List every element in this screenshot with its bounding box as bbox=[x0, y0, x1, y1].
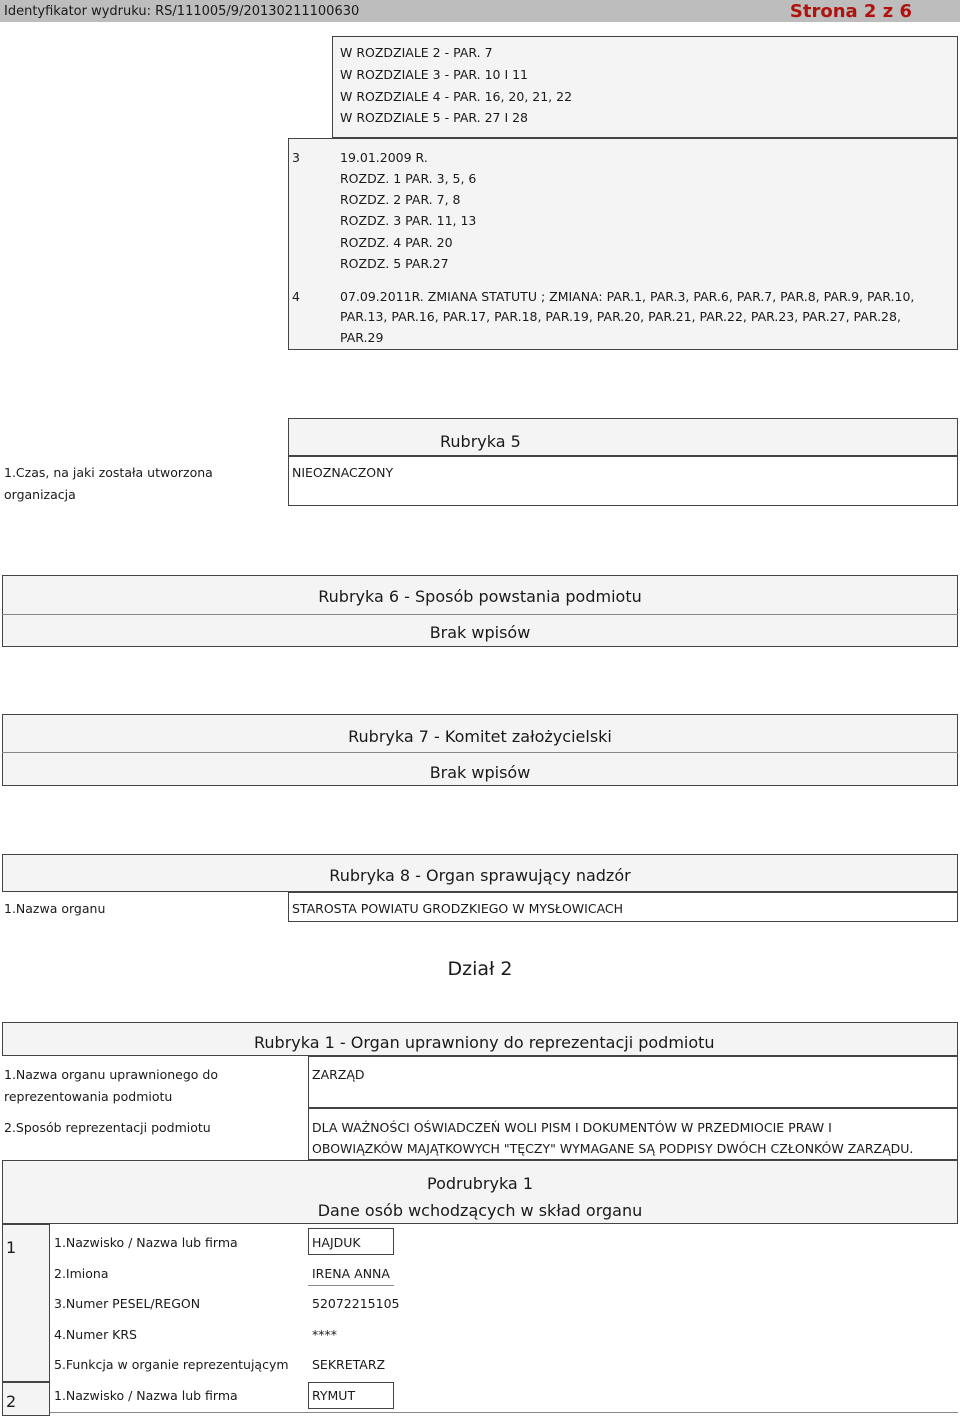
d2-rubryka1-title: Rubryka 1 - Organ uprawniony do reprezentacji podmiotu bbox=[254, 1033, 715, 1052]
d2-field1-value: ZARZĄD bbox=[312, 1067, 365, 1082]
person1-field-label: 1.Nazwisko / Nazwa lub firma bbox=[54, 1235, 238, 1250]
d2-field1-label-line1: 1.Nazwa organu uprawnionego do bbox=[4, 1067, 219, 1082]
person2-field-value: RYMUT bbox=[312, 1388, 356, 1403]
rubryka6-value: Brak wpisów bbox=[429, 623, 531, 642]
entry-line: 19.01.2009 R. bbox=[340, 150, 428, 165]
dzial2-title: Dział 2 bbox=[447, 958, 513, 980]
person1-number: 1 bbox=[6, 1238, 17, 1257]
continuation-line: W ROZDZIALE 4 - PAR. 16, 20, 21, 22 bbox=[340, 89, 573, 104]
d2-field1-value-cell bbox=[308, 1056, 958, 1108]
rubryka5-title: Rubryka 5 bbox=[440, 432, 521, 451]
rubryka5-label-line1: 1.Czas, na jaki została utworzona bbox=[4, 465, 213, 480]
person1-field-value: **** bbox=[312, 1327, 337, 1342]
person1-field-value: IRENA ANNA bbox=[312, 1266, 390, 1281]
rubryka6-title: Rubryka 6 - Sposób powstania podmiotu bbox=[318, 587, 642, 606]
rubryka8-label: 1.Nazwa organu bbox=[4, 901, 106, 916]
entry-line: ROZDZ. 5 PAR.27 bbox=[340, 256, 449, 271]
continuation-line: W ROZDZIALE 2 - PAR. 7 bbox=[340, 45, 493, 60]
rubryka8-value: STAROSTA POWIATU GRODZKIEGO W MYSŁOWICACH bbox=[292, 901, 624, 916]
person1-field-value: HAJDUK bbox=[312, 1235, 361, 1250]
entry-line: 07.09.2011R. ZMIANA STATUTU ; ZMIANA: PAR.1, PAR.3, PAR.6, PAR.7, PAR.8, PAR.9, PAR.10, bbox=[340, 289, 915, 304]
rubryka5-title-box bbox=[288, 418, 958, 456]
rubryka5-value: NIEOZNACZONY bbox=[292, 465, 394, 480]
entry-line: ROZDZ. 1 PAR. 3, 5, 6 bbox=[340, 171, 477, 186]
print-identifier: Identyfikator wydruku: RS/111005/9/20130211100630 bbox=[4, 4, 360, 19]
rubryka5-label-line2: organizacja bbox=[4, 487, 76, 502]
podrubryka1-subtitle: Dane osób wchodzących w skład organu bbox=[317, 1201, 643, 1220]
rubryka7-value: Brak wpisów bbox=[429, 763, 531, 782]
person1-field-label: 2.Imiona bbox=[54, 1266, 109, 1281]
person1-field-label: 3.Numer PESEL/REGON bbox=[54, 1296, 201, 1311]
entry-line: ROZDZ. 3 PAR. 11, 13 bbox=[340, 213, 477, 228]
d2-field1-label-line2: reprezentowania podmiotu bbox=[4, 1089, 173, 1104]
page-number: Strona 2 z 6 bbox=[789, 1, 912, 22]
person1-field-label: 4.Numer KRS bbox=[54, 1327, 137, 1342]
d2-field2-value-line2: OBOWIĄZKÓW MAJĄTKOWYCH "TĘCZY" WYMAGANE SĄ PODPISY DWÓCH CZŁONKÓW ZARZĄDU. bbox=[312, 1141, 914, 1156]
entry-number: 4 bbox=[292, 289, 300, 304]
person1-field-label: 5.Funkcja w organie reprezentującym bbox=[54, 1357, 289, 1372]
person2-field-label: 1.Nazwisko / Nazwa lub firma bbox=[54, 1388, 238, 1403]
entry-line: ROZDZ. 4 PAR. 20 bbox=[340, 235, 453, 250]
entry-line: PAR.13, PAR.16, PAR.17, PAR.18, PAR.19, PAR.20, PAR.21, PAR.22, PAR.23, PAR.27, PAR.28, bbox=[340, 309, 901, 324]
podrubryka1-title: Podrubryka 1 bbox=[427, 1174, 533, 1193]
rubryka8-title: Rubryka 8 - Organ sprawujący nadzór bbox=[329, 866, 631, 885]
person1-field-value: 52072215105 bbox=[312, 1296, 400, 1311]
d2-field2-value-line1: DLA WAŻNOŚCI OŚWIADCZEŃ WOLI PISM I DOKUMENTÓW W PRZEDMIOCIE PRAW I bbox=[312, 1120, 832, 1135]
entry-number: 3 bbox=[292, 150, 300, 165]
entry-line: ROZDZ. 2 PAR. 7, 8 bbox=[340, 192, 461, 207]
person1-field-value: SEKRETARZ bbox=[312, 1357, 386, 1372]
continuation-line: W ROZDZIALE 5 - PAR. 27 I 28 bbox=[340, 110, 529, 125]
d2-field2-label: 2.Sposób reprezentacji podmiotu bbox=[4, 1120, 211, 1135]
continuation-line: W ROZDZIALE 3 - PAR. 10 I 11 bbox=[340, 67, 529, 82]
entry-line: PAR.29 bbox=[340, 330, 384, 345]
print-header bbox=[0, 0, 960, 22]
person2-number: 2 bbox=[6, 1392, 17, 1411]
rubryka7-title: Rubryka 7 - Komitet założycielski bbox=[348, 727, 612, 746]
